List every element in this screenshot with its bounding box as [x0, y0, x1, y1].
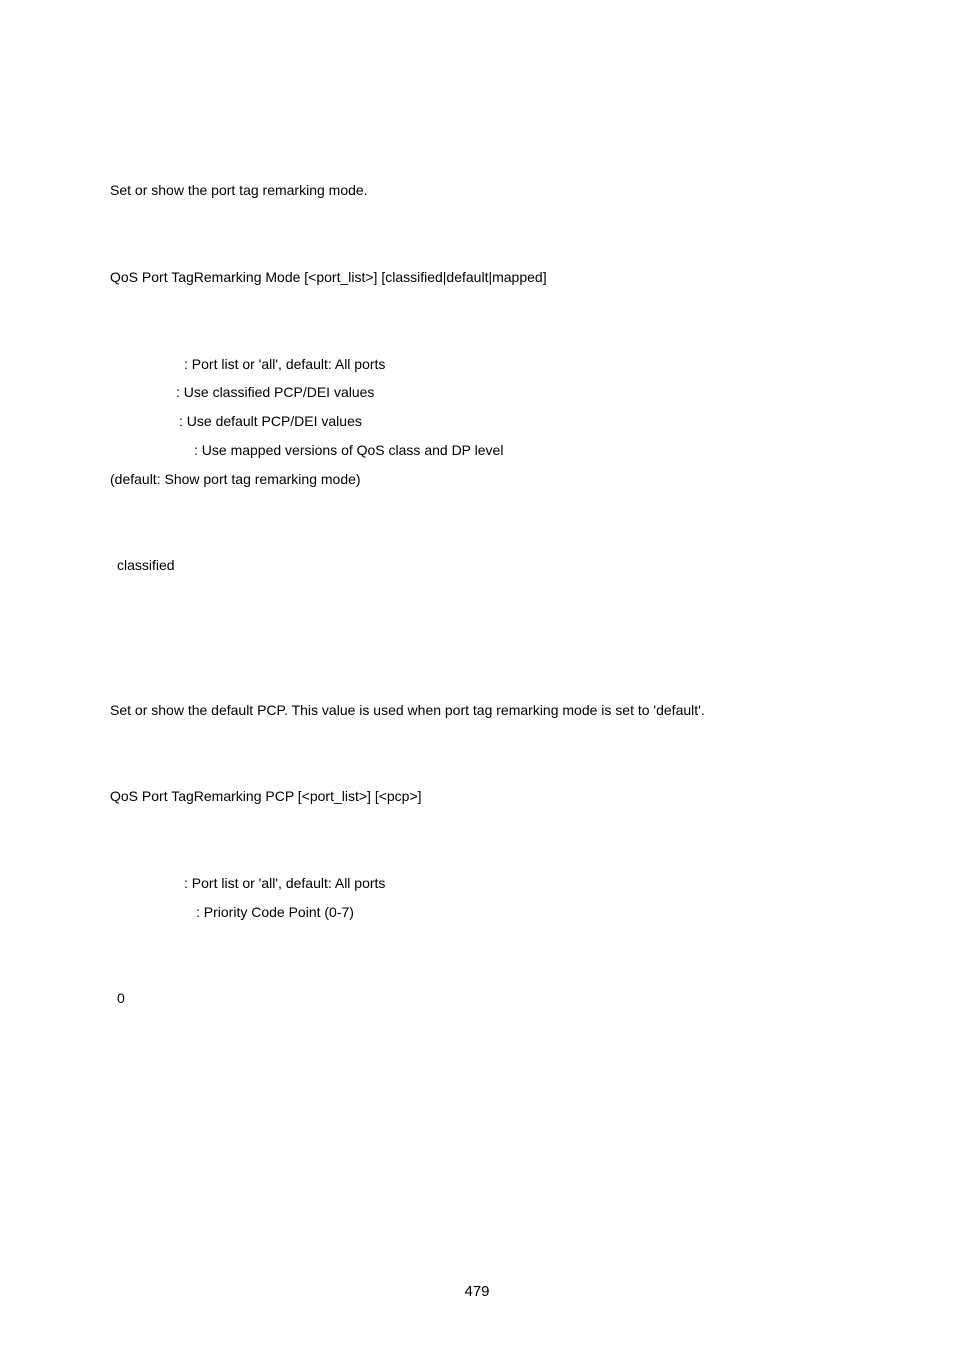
section-1-description: Set or show the port tag remarking mode.	[110, 182, 368, 198]
section-1-param-mapped: : Use mapped versions of QoS class and DP level	[194, 442, 504, 458]
section-2-default-value: 0	[117, 990, 125, 1006]
section-2-syntax: QoS Port TagRemarking PCP [<port_list>] [<pcp>]	[110, 788, 422, 804]
section-1-param-default: : Use default PCP/DEI values	[179, 413, 362, 429]
section-1-default-value: classified	[117, 557, 175, 573]
section-1-param-classified: : Use classified PCP/DEI values	[176, 384, 375, 400]
section-1-param-port-list: : Port list or 'all', default: All ports	[184, 356, 386, 372]
section-2-param-port-list: : Port list or 'all', default: All ports	[184, 875, 386, 891]
page-number: 479	[464, 1283, 490, 1300]
section-1-syntax: QoS Port TagRemarking Mode [<port_list>] [classified|default|mapped]	[110, 269, 547, 285]
section-2-description: Set or show the default PCP. This value is used when port tag remarking mode is set to 'default'.	[110, 702, 705, 718]
section-2-param-pcp: : Priority Code Point (0-7)	[196, 904, 354, 920]
section-1-param-note: (default: Show port tag remarking mode)	[110, 471, 361, 487]
